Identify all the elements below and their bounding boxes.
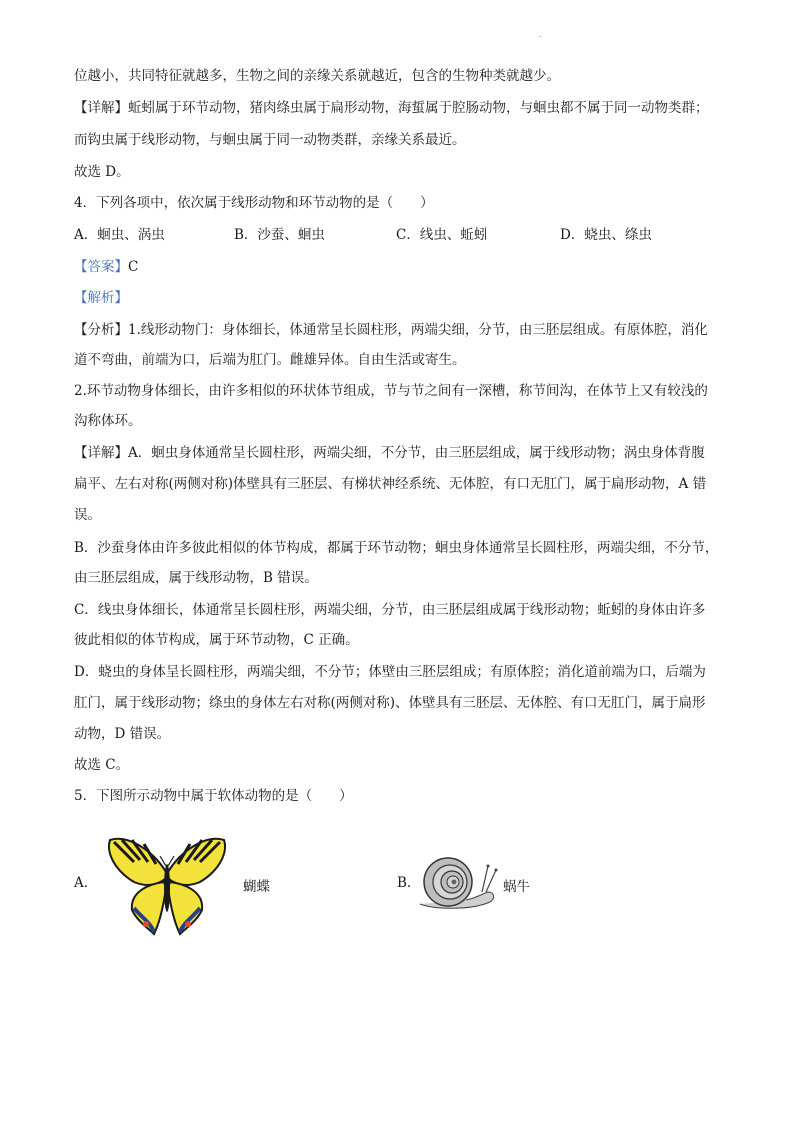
question-4: 4．下列各项中，依次属于线形动物和环节动物的是（ ） xyxy=(74,195,434,211)
text-line: 而钩虫属于线形动物，与蛔虫属于同一动物类群，亲缘关系最近。 xyxy=(74,132,466,148)
analysis-line: 误。 xyxy=(74,507,101,523)
butterfly-image xyxy=(104,832,230,938)
q4-option-b: B．沙蚕、蛔虫 xyxy=(234,227,325,243)
analysis-line: 肛门，属于线形动物；绦虫的身体左右对称(两侧对称)、体壁具有三胚层、无体腔、有口无肛门，属于扁形 xyxy=(74,695,706,711)
analysis-line: 【详解】A．蛔虫身体通常呈长圆柱形，两端尖细，不分节，由三胚层组成，属于线形动物；涡虫身体背腹 xyxy=(74,445,705,461)
snail-image xyxy=(416,852,500,914)
analysis-line: 动物，D 错误。 xyxy=(74,726,171,742)
text-line: 位越小，共同特征就越多，生物之间的亲缘关系就越近，包含的生物种类就越少。 xyxy=(74,68,560,84)
analysis-label: 【解析】 xyxy=(74,290,128,306)
analysis-line: D．蛲虫的身体呈长圆柱形，两端尖细，不分节；体壁由三胚层组成；有原体腔；消化道前端为口，后端为 xyxy=(74,664,706,680)
analysis-line: B．沙蚕身体由许多彼此相似的体节构成，都属于环节动物；蛔虫身体通常呈长圆柱形，两端尖细，不分节， xyxy=(74,540,719,556)
answer-line xyxy=(74,257,138,277)
q5-option-b-letter: B. xyxy=(397,875,412,891)
question-5: 5．下图所示动物中属于软体动物的是（ ） xyxy=(74,788,353,804)
q4-option-a: A．蛔虫、涡虫 xyxy=(74,227,165,243)
analysis-line: 彼此相似的体节构成，属于环节动物，C 正确。 xyxy=(74,632,359,648)
header-dot: . xyxy=(539,30,542,39)
q5-option-a-letter: A. xyxy=(74,875,89,891)
answer-value: C xyxy=(128,259,139,275)
q5-option-a-label: 蝴蝶 xyxy=(243,879,270,895)
analysis-line: 2.环节动物身体细长，由许多相似的环状体节组成，节与节之间有一深槽，称节间沟，在体节上又有较浅的 xyxy=(74,383,708,399)
analysis-line: 由三胚层组成，属于线形动物，B 错误。 xyxy=(74,570,318,586)
q4-option-d: D．蛲虫、绦虫 xyxy=(560,227,652,243)
analysis-line: 道不弯曲，前端为口，后端为肛门。雌雄异体。自由生活或寄生。 xyxy=(74,352,466,368)
analysis-line: 沟称体环。 xyxy=(74,413,142,429)
analysis-line: 故选 C。 xyxy=(74,757,130,773)
analysis-line: 扁平、左右对称(两侧对称)体壁具有三胚层、有梯状神经系统、无体腔，有口无肛门，属于扁形动物，A 错 xyxy=(74,476,707,492)
answer-label: 【答案】 xyxy=(74,259,128,275)
text-line: 故选 D。 xyxy=(74,164,130,180)
q5-option-b-label: 蜗牛 xyxy=(503,879,530,895)
q4-option-c: C．线虫、蚯蚓 xyxy=(396,227,488,243)
analysis-line: 【分析】1.线形动物门：身体细长，体通常呈长圆柱形，两端尖细，分节，由三胚层组成。有原体腔，消化 xyxy=(74,322,708,338)
analysis-line: C．线虫身体细长，体通常呈长圆柱形，两端尖细，分节，由三胚层组成属于线形动物；蚯蚓的身体由许多 xyxy=(74,602,706,618)
text-line: 【详解】蚯蚓属于环节动物，猪肉绦虫属于扁形动物，海蜇属于腔肠动物，与蛔虫都不属于同一动物类群； xyxy=(74,100,709,116)
